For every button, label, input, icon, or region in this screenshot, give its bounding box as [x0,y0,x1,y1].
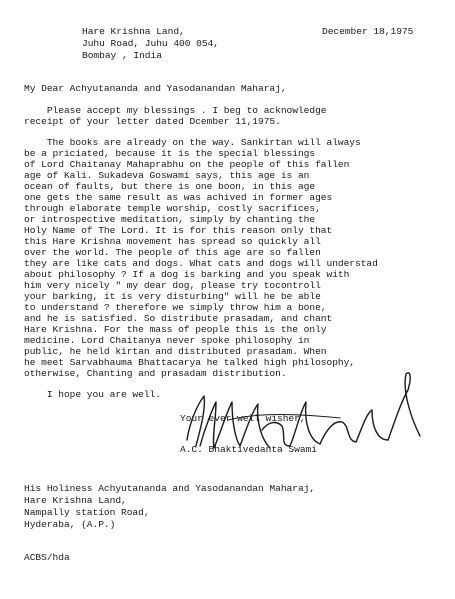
paragraph-2-line: of Lord Chaitanay Mahaprabhu on the people of this fallen [24,159,350,170]
paragraph-2-line: ocean of faults, but there is one boon, in this age [24,181,316,192]
paragraph-2-line: or introspective meditation, simply by chanting the [24,214,316,225]
paragraph-2-line: over the world. The people of this age are so fallen [24,247,321,258]
paragraph-2-line: and he is satisfied. So distribute prasadam, and chant [24,313,333,324]
recipient-address-line-4: Hyderaba, (A.P.) [24,519,116,530]
paragraph-2-line: they are like cats and dogs. What cats and dogs will understad [24,258,378,269]
sender-address-line-2: Juhu Road, Juhu 400 054, [82,38,219,49]
letter-date: December 18,1975 [322,26,414,37]
paragraph-1-line: receipt of your letter dated Dcember 11,1975. [24,116,281,127]
recipient-address-line-2: Hare Krishna Land, [24,495,127,506]
closing-line: I hope you are well. [24,389,161,400]
reference-initials: ACBS/hda [24,552,70,563]
paragraph-2-line: Holy Name of The Lord. It is for this reason only that [24,225,333,236]
paragraph-2-line: he meet Sarvabhauma Bhattacarya he talked high philosophy, [24,357,356,368]
paragraph-2-line: to understand ? therefore we simply throw him a bone, [24,302,327,313]
paragraph-2-line: through elaborate temple worship, costly sacrifices, [24,203,321,214]
paragraph-2-line: this Hare Krishna movement has spread so quickly all [24,236,321,247]
paragraph-2-line: be a priciated, because it is the special blessings [24,148,316,159]
paragraph-2-line: public, he held kirtan and distributed prasadam. When [24,346,327,357]
paragraph-2-line: The books are already on the way. Sankirtan will always [24,137,361,148]
paragraph-2-line: age of Kali. Sukadeva Goswami says, this age is an [24,170,310,181]
paragraph-2-line: one gets the same result as was achived in former ages [24,192,333,203]
recipient-address-line-3: Nampally station Road, [24,507,150,518]
sender-address-line-1: Hare Krishna Land, [82,26,185,37]
valediction: Your ever well wisher, [180,413,306,424]
recipient-address-line-1: His Holiness Achyutananda and Yasodanandan Maharaj, [24,483,316,494]
paragraph-2-line: about philosophy ? If a dog is barking and you speak with [24,269,350,280]
paragraph-2-line: him very nicely " my dear dog, please try tocontroll [24,280,321,291]
signature-typed-name: A.C. Bhaktivedanta Swami [180,444,317,455]
paragraph-2-line: your barking, it is very disturbing" will he be able [24,291,321,302]
paragraph-2-line: otherwise, Chanting and prasadam distribution. [24,368,287,379]
sender-address-line-3: Bombay , India [82,50,162,61]
paragraph-2-line: Hare Krishna. For the mass of people this is the only [24,324,327,335]
salutation: My Dear Achyutananda and Yasodanandan Maharaj, [24,83,287,94]
paragraph-2-line: medicine. Lord Chaitanya never spoke philosophy in [24,335,310,346]
paragraph-1-line: Please accept my blessings . I beg to acknowledge [24,105,327,116]
